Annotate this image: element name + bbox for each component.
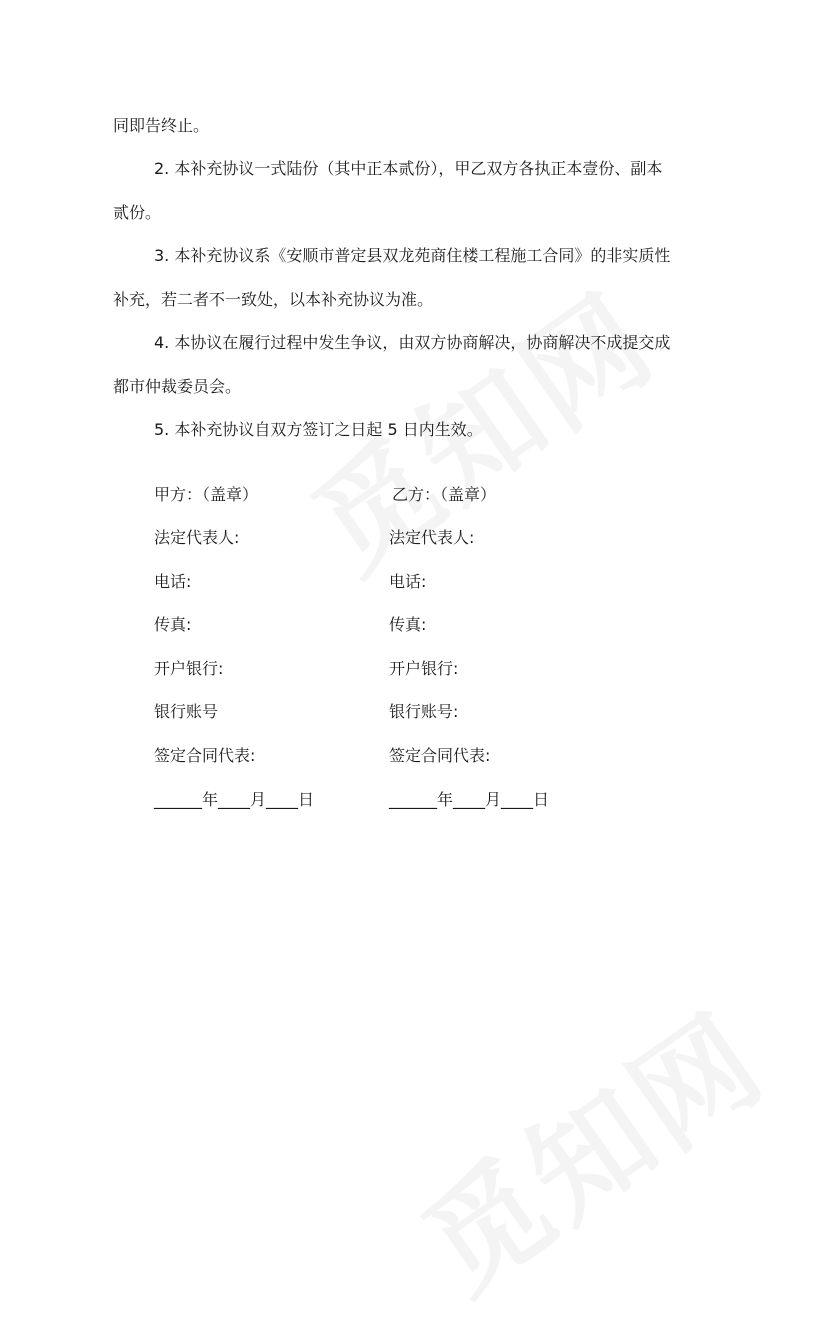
paragraph-line: 3. 本补充协议系《安顺市普定县双龙苑商住楼工程施工合同》的非实质性 bbox=[154, 246, 671, 265]
party-a-title: 甲方：（盖章） bbox=[154, 485, 259, 504]
party-b-title: 乙方：（盖章） bbox=[392, 485, 497, 504]
paragraph-line: 补充，若二者不一致处，以本补充协议为准。 bbox=[113, 290, 434, 309]
party-a-account: 银行账号 bbox=[154, 702, 219, 721]
party-a-bank: 开户银行: bbox=[154, 659, 224, 678]
watermark bbox=[385, 967, 793, 1325]
paragraph-line: 4. 本协议在履行过程中发生争议，由双方协商解决，协商解决不成提交成 bbox=[154, 333, 671, 352]
party-a-date: ______年____月____日 bbox=[154, 790, 315, 809]
paragraph-line: 5. 本补充协议自双方签订之日起 5 日内生效。 bbox=[154, 420, 483, 439]
party-b-phone: 电话: bbox=[389, 572, 427, 591]
party-a-signer: 签定合同代表: bbox=[154, 746, 256, 765]
party-a-phone: 电话: bbox=[154, 572, 192, 591]
paragraph-line: 同即告终止。 bbox=[113, 116, 210, 135]
party-a-legal-rep: 法定代表人: bbox=[154, 528, 240, 547]
paragraph-line: 都市仲裁委员会。 bbox=[113, 377, 242, 396]
party-b-date: ______年____月____日 bbox=[389, 790, 550, 809]
party-a-fax: 传真: bbox=[154, 615, 192, 634]
party-b-account: 银行账号: bbox=[389, 702, 459, 721]
party-b-fax: 传真: bbox=[389, 615, 427, 634]
paragraph-line: 贰份。 bbox=[113, 203, 162, 222]
party-b-signer: 签定合同代表: bbox=[389, 746, 491, 765]
party-b-bank: 开户银行: bbox=[389, 659, 459, 678]
party-b-legal-rep: 法定代表人: bbox=[389, 528, 475, 547]
paragraph-line: 2. 本补充协议一式陆份（其中正本贰份），甲乙双方各执正本壹份、副本 bbox=[154, 159, 663, 178]
